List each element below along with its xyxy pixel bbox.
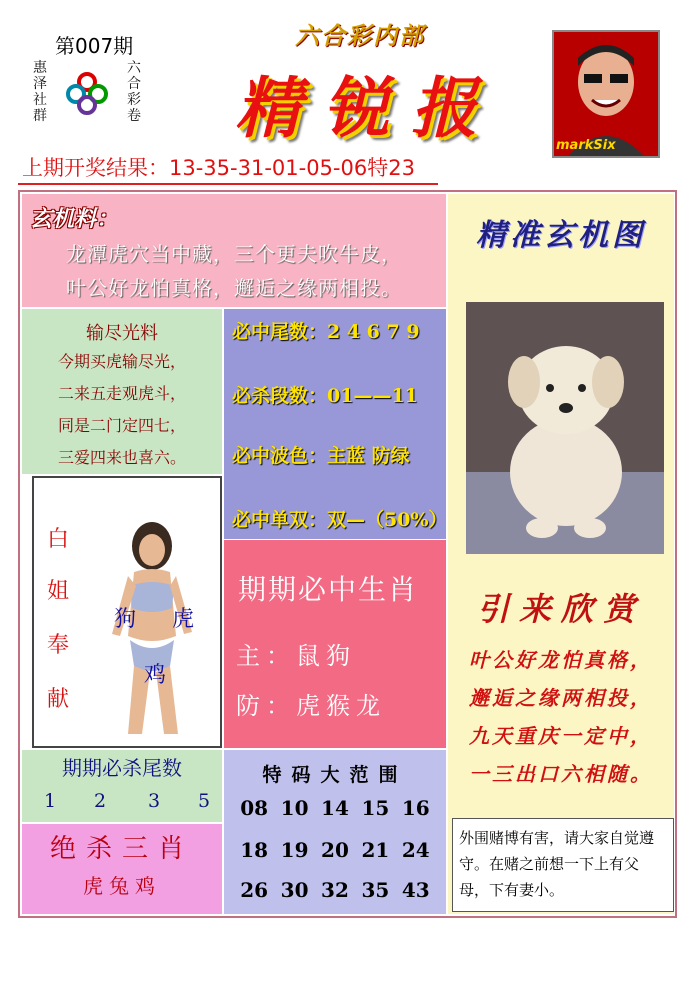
vertical-char: 白 [46,527,69,552]
qiqi-main: 主：鼠狗 [236,642,356,670]
tema-number: 35 [361,878,390,902]
tema-number: 24 [401,838,430,862]
shawei-number: 2 [94,790,107,812]
tema-number: 30 [280,878,309,902]
tema-number: 26 [240,878,269,902]
tema-number: 10 [280,796,309,820]
bizhong-weishu: 必中尾数：2 4 6 7 9 [232,321,420,343]
juesha-title: 绝杀三肖 [49,834,194,864]
logo [22,58,152,128]
poem-line: 一三出口六相随。 [469,762,653,786]
jingzhun-title: 精准玄机图 [476,218,646,253]
bizhong-panel [224,309,446,539]
vertical-char: 奉 [46,633,69,658]
tema-number: 32 [321,878,349,902]
tema-number: 18 [240,838,269,862]
yinlai-title: 引来欣赏 [476,590,645,628]
xuanji-panel [22,194,446,307]
qiqi-panel [224,540,446,748]
subtitle: 六合彩内部 [295,21,425,50]
bizhong-duanshu: 必杀段数：01——11 [232,385,418,407]
tema-number: 14 [321,796,349,820]
logo-left-text: 惠泽社群 [33,60,47,124]
xuanji-line: 龙潭虎穴当中藏，三个更夫吹牛皮， [66,242,402,266]
issue-number: 第007期 [55,34,134,58]
shujin-line: 同是二门定四七， [57,416,186,435]
bizhong-danshuang: 必中单双：双—（50%） [232,509,448,531]
bizhong-bose: 必中波色：主蓝 防绿 [232,445,410,467]
shujin-line: 二来五走观虎斗， [57,384,186,403]
qiqi-title: 期期必中生肖 [238,573,419,606]
zodiac-label: 虎 [172,607,195,632]
shawei-title: 期期必杀尾数 [62,756,182,780]
qiqi-fang: 防：虎猴龙 [236,692,386,720]
tema-number: 08 [240,796,269,820]
shawei-number: 3 [148,790,161,812]
juesha-panel [22,824,222,914]
tema-row [224,838,446,862]
poem-line: 九天重庆一定中， [469,724,653,748]
zodiac-label: 狗 [114,607,137,632]
right-panel [448,194,674,914]
brand-title: 精锐报 [235,69,499,147]
xuanji-line: 叶公好龙怕真格，邂逅之缘两相投。 [66,276,402,300]
last-result: 上期开奖结果：13-35-31-01-05-06特23 [22,156,415,180]
tema-number: 19 [280,838,309,862]
vertical-char: 献 [46,687,69,712]
poem-line: 叶公好龙怕真格， [469,648,653,672]
shawei-number: 1 [44,790,57,812]
tema-number: 21 [361,838,390,862]
vertical-char: 姐 [46,579,69,604]
puppy-image [466,302,664,554]
zodiac-label: 鸡 [144,663,167,688]
logo-mark-icon [62,68,112,118]
tema-number: 20 [321,838,349,862]
poem-line: 邂逅之缘两相投， [469,686,653,710]
juesha-animals: 虎兔鸡 [83,874,161,898]
portrait-caption: markSix [556,138,616,153]
shawei-panel [22,750,222,822]
puppy-figure [466,302,664,554]
shujin-line: 三爱四来也喜六。 [57,448,186,467]
xuanji-title: 玄机料： [30,206,119,232]
logo-right-text: 六合彩卷 [127,60,141,124]
girl-panel [32,476,222,748]
tema-panel [224,750,446,914]
shawei-number: 5 [198,790,211,812]
tema-number: 15 [361,796,390,820]
tema-row [224,796,446,820]
shujin-panel [22,309,222,474]
tema-row [224,878,446,902]
tema-header: 特码大范围 [262,764,408,786]
divider [18,183,438,185]
tema-number: 16 [401,796,430,820]
warning-box: 外围赌博有害，请大家自觉遵守。在赌之前想一下上有父母，下有妻小。 [452,818,674,912]
shujin-title: 输尽光料 [86,323,158,344]
shujin-line: 今期买虎输尽光， [57,352,186,371]
tema-number: 43 [401,878,430,902]
